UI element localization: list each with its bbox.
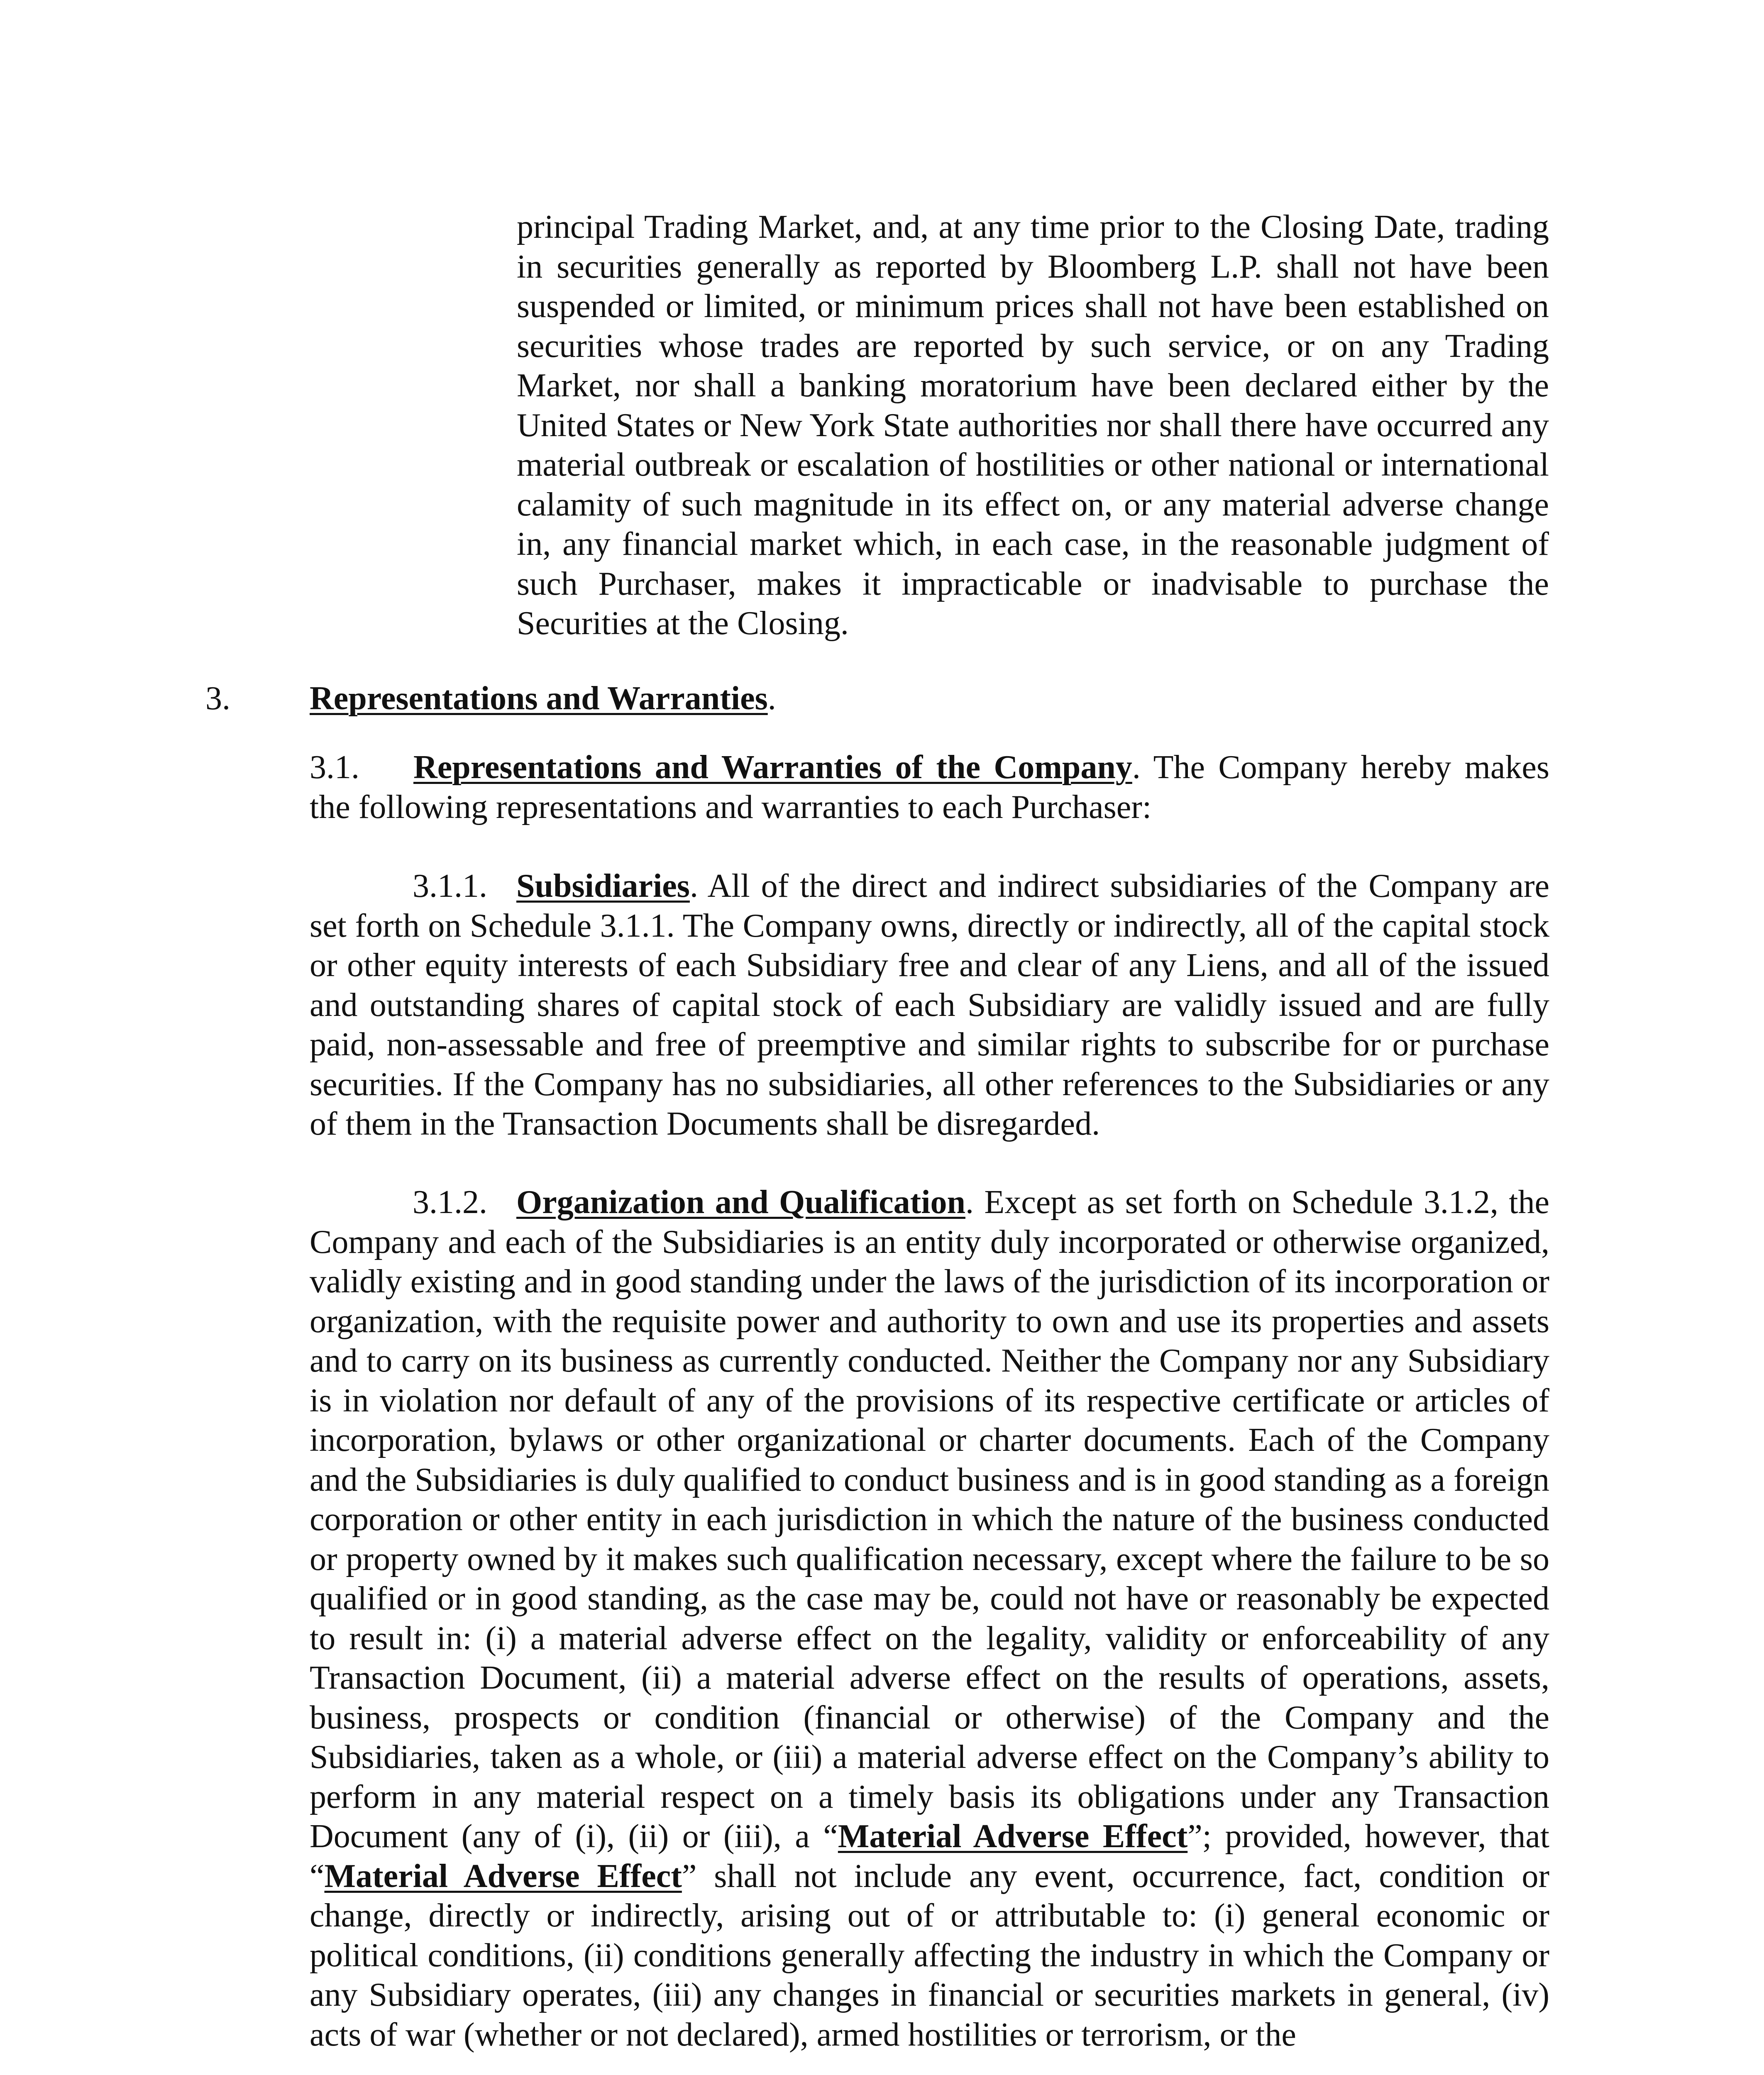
section-3-1-2-title: Organization and Qualification <box>516 1184 965 1221</box>
section-3-heading <box>310 679 776 718</box>
section-3-title-period: . <box>767 680 776 717</box>
defined-term-material-adverse-effect-1: Material Adverse Effect <box>838 1818 1188 1855</box>
section-3-1-2-body-part1: . Except as set forth on Schedule 3.1.2, the Company and each of the Subsidiaries is an entity duly incorporated or otherwise organized, validly existing and in good standing under the laws of the jurisdiction of its incorporation or organization, with the requisite power and authority to own and use its properties and assets and to carry on its business as currently conducted. Neither the Company nor any Subsidiary is in violation nor default of any of the provisions of its respective certificate or articles of incorporation, bylaws or other organizational or charter documents. Each of the Company and the Subsidiaries is duly qualified to conduct business and is in good standing as a foreign corporation or other entity in each jurisdiction in which the nature of the business conducted or property owned by it makes such qualification necessary, except where the failure to be so qualified or in good standing, as the case may be, could not have or reasonably be expected to result in: (i) a material adverse effect on the legality, validity or enforceability of any Transaction Document, (ii) a material adverse effect on the results of operations, assets, business, prospects or condition (financial or otherwise) of the Company and the Subsidiaries, taken as a whole, or (iii) a material adverse effect on the Company’s ability to perform in any material respect on a timely basis its obligations under any Transaction Document (any of (i), (ii) or (iii), a “ <box>310 1184 1549 1855</box>
section-3-1-number: 3.1. <box>310 749 359 786</box>
section-3-1-2-body-part3: ” shall not include any event, occurrence, fact, condition or change, directly or indirectly, arising out of or attributable to: (i) general economic or political conditions, (ii) conditions generally affecting the industry in which the Company or any Subsidiary operates, (iii) any changes in financial or securities markets in general, (iv) acts of war (whether or not declared), armed hostilities or terrorism, or the <box>310 1858 1549 2053</box>
section-3-1-paragraph <box>310 748 1549 827</box>
section-3-1-1-paragraph <box>310 867 1549 1144</box>
section-3-1-title: Representations and Warranties of the Company <box>413 749 1132 786</box>
section-3-1-1-number: 3.1.1. <box>413 868 487 904</box>
section-3-1-2-number: 3.1.2. <box>413 1184 487 1221</box>
section-3-1-body: . The Company hereby makes the following representations and warranties to each Purchaser: <box>310 749 1549 825</box>
section-3-1-1-title: Subsidiaries <box>516 868 690 904</box>
section-3-1-1-body: . All of the direct and indirect subsidiaries of the Company are set forth on Schedule 3.1.1. The Company owns, directly or indirectly, all of the capital stock or other equity interests of each Subsidiary free and clear of any Liens, and all of the issued and outstanding shares of capital stock of each Subsidiary are validly issued and are fully paid, non-assessable and free of preemptive and similar rights to subscribe for or purchase securities. If the Company has no subsidiaries, all other references to the Subsidiaries or any of them in the Transaction Documents shall be disregarded. <box>310 868 1549 1142</box>
section-3-number: 3. <box>205 680 230 717</box>
section-3-1-2-paragraph <box>310 1183 1549 2055</box>
defined-term-material-adverse-effect-2: Material Adverse Effect <box>324 1858 682 1894</box>
continued-paragraph: principal Trading Market, and, at any time prior to the Closing Date, trading in securities generally as reported by Bloomberg L.P. shall not have been suspended or limited, or minimum prices shall not have been established on securities whose trades are reported by such service, or on any Trading Market, nor shall a banking moratorium have been declared either by the United States or New York State authorities nor shall there have occurred any material outbreak or escalation of hostilities or other national or international calamity of such magnitude in its effect on, or any material adverse change in, any financial market which, in each case, in the reasonable judgment of such Purchaser, makes it impracticable or inadvisable to purchase the Securities at the Closing. <box>517 209 1549 642</box>
section-3-title: Representations and Warranties <box>310 680 768 717</box>
section-3-1-2-body-part2: ”; provided, however, that “ <box>310 1818 1550 1894</box>
